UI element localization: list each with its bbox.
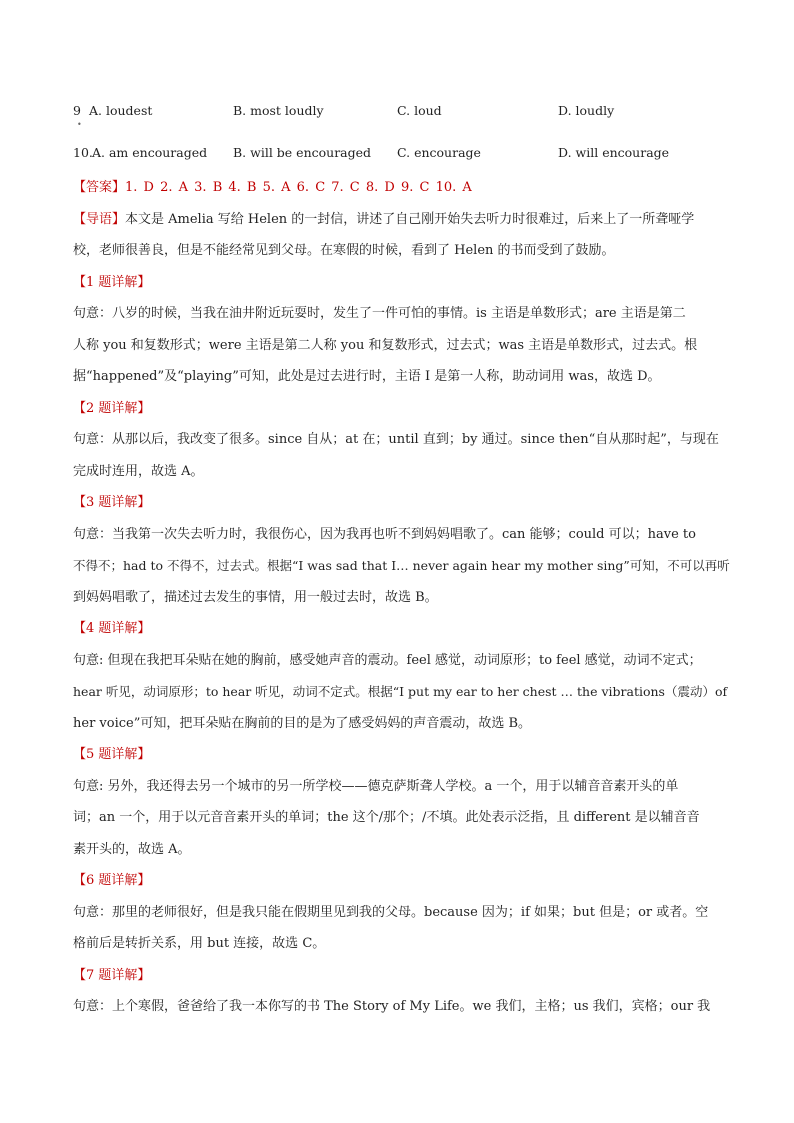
q6-detail-line: 句意：那里的老师很好，但是我只能在假期里见到我的父母。because 因为；if 如果；but 但是；or 或者。空 xyxy=(73,904,709,920)
q5-detail-line: 词；an 一个，用于以元音音素开头的单词；the 这个/那个；/不填。此处表示泛指，且 different 是以辅音音 xyxy=(73,810,700,825)
q3-detail-line: 句意：当我第一次失去听力时，我很伤心，因为我再也听不到妈妈唱歌了。can 能够；could 可以；have to xyxy=(73,526,696,542)
option-c: C. encourage xyxy=(397,145,481,160)
q2-detail-heading: 【2 题详解】 xyxy=(73,400,151,416)
q1-detail-line: 人称 you 和复数形式；were 主语是第二人称 you 和复数形式，过去式；was 主语是单数形式，过去式。根 xyxy=(73,337,698,353)
q2-detail-line: 完成时连用，故选 A。 xyxy=(73,463,204,479)
guide-text: 本文是 Amelia 写给 Helen 的一封信，讲述了自己刚开始失去听力时很难过，后来上了一所聋哑学 xyxy=(125,211,695,227)
q3-detail-line: 不得不；had to 不得不，过去式。根据“I was sad that I… never again hear my mother sing”可知，不可以再听 xyxy=(73,558,730,573)
option-d: D. loudly xyxy=(558,103,615,118)
q7-detail-line: 句意：上个寒假，爸爸给了我一本你写的书 The Story of My Life。we 我们，主格；us 我们，宾格；our 我 xyxy=(73,999,711,1014)
option-c: C. loud xyxy=(397,103,442,118)
q1-detail-line: 据“happened”及“playing”可知，此处是过去进行时，主语 I 是第一人称，助动词用 was，故选 D。 xyxy=(73,369,661,384)
option-d: D. will encourage xyxy=(558,145,670,160)
answer-list: 1. D 2. A 3. B 4. B 5. A 6. C 7. C 8. D 9. C 10. A xyxy=(125,180,472,195)
guide-tag: 【导语】 xyxy=(73,211,126,227)
q5-detail-line: 素开头的，故选 A。 xyxy=(73,841,191,857)
question-10-options xyxy=(73,145,753,165)
q6-detail-line: 格前后是转折关系，用 but 连接，故选 C。 xyxy=(73,936,326,951)
q4-detail-heading: 【4 题详解】 xyxy=(73,621,151,636)
option-b: B. will be encouraged xyxy=(233,145,372,160)
answer-line xyxy=(73,172,733,204)
q3-detail-heading: 【3 题详解】 xyxy=(73,495,151,510)
option-a: A. loudest xyxy=(89,103,153,118)
q2-detail-line: 句意：从那以后，我改变了很多。since 自从；at 在；until 直到；by 通过。since then“自从那时起”，与现在 xyxy=(73,432,719,447)
q1-detail-line: 句意：八岁的时候，当我在油井附近玩耍时，发生了一件可怕的事情。is 主语是单数形式；are 主语是第二 xyxy=(73,306,686,321)
q5-detail-heading: 【5 题详解】 xyxy=(73,747,151,762)
question-number: 10. xyxy=(73,145,93,160)
answer-tag: 【答案】 xyxy=(73,180,126,195)
q3-detail-line: 到妈妈唱歌了，描述过去发生的事情，用一般过去时，故选 B。 xyxy=(73,589,438,605)
q5-detail-line: 句意: 另外，我还得去另一个城市的另一所学校——德克萨斯聋人学校。a 一个，用于以辅音音素开头的单 xyxy=(73,778,679,794)
option-a: A. am encouraged xyxy=(92,145,208,160)
q1-detail-heading: 【1 题详解】 xyxy=(73,274,151,290)
question-9-options xyxy=(73,103,753,123)
option-b: B. most loudly xyxy=(233,103,324,118)
q4-detail-line: hear 听见，动词原形；to hear 听见，动词不定式。根据“I put my ear to her chest … the vibrations（震动）of xyxy=(73,684,728,699)
guide-line xyxy=(73,204,733,236)
q7-detail-heading: 【7 题详解】 xyxy=(73,967,151,983)
guide-line: 校，老师很善良，但是不能经常见到父母。在寒假的时候，看到了 Helen 的书而受到了鼓励。 xyxy=(73,243,615,258)
explanation-content xyxy=(73,172,733,1023)
q6-detail-heading: 【6 题详解】 xyxy=(73,873,151,888)
q4-detail-line: her voice”可知，把耳朵贴在胸前的目的是为了感受妈妈的声音震动，故选 B。 xyxy=(73,715,532,731)
question-number: 9 xyxy=(73,103,81,118)
q4-detail-line: 句意: 但现在我把耳朵贴在她的胸前，感受她声音的震动。feel 感觉，动词原形；to feel 感觉，动词不定式； xyxy=(73,652,702,668)
decorative-dot: • xyxy=(77,120,82,129)
